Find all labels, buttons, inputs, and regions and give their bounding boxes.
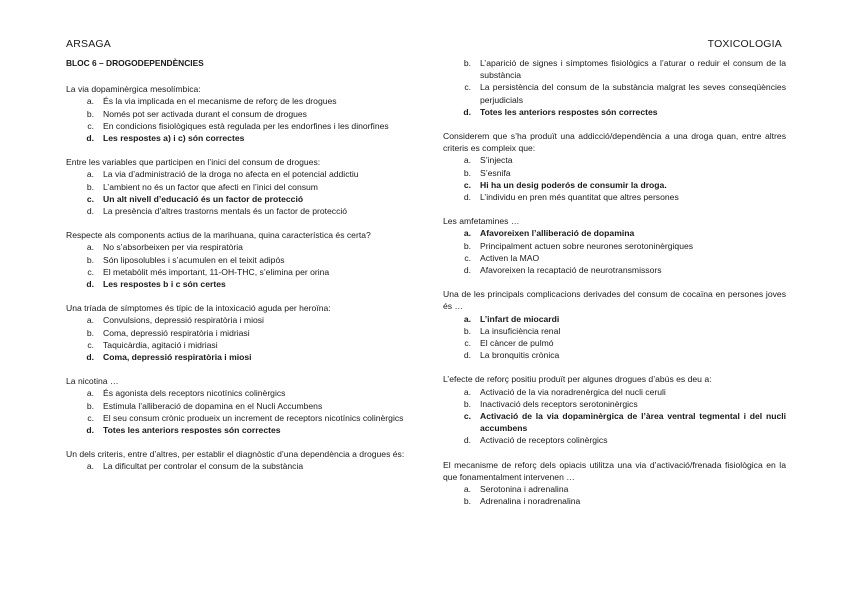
option-text: La presència d’altres trastorns mentals és un factor de protecció [103, 206, 348, 217]
option-letter: a. [86, 169, 94, 180]
option-letter: b. [86, 327, 94, 338]
option-letter: d. [463, 435, 471, 446]
option-letter: d. [86, 425, 94, 436]
option-text: És agonista dels receptors nicotínics colinèrgics [103, 388, 286, 399]
answer-option [443, 167, 786, 179]
left-question-list [66, 83, 409, 472]
option-letter: d. [86, 206, 94, 217]
answer-option [66, 193, 409, 205]
option-letter: b. [463, 167, 471, 178]
option-letter: c. [464, 82, 471, 93]
answer-option [66, 254, 409, 266]
question-block [443, 459, 786, 508]
answer-option [66, 400, 409, 412]
option-text: Coma, depressió respiratòria i miosi [103, 352, 252, 363]
option-text: S’esnifa [480, 167, 511, 178]
option-text: Són liposolubles i s’acumulen en el teixit adipós [103, 254, 285, 265]
option-text: Inactivació dels receptors serotoninèrgics [480, 398, 638, 409]
answer-option [443, 386, 786, 398]
answer-option [66, 241, 409, 253]
question-block [443, 373, 786, 446]
option-text: L’infart de miocardi [480, 313, 560, 324]
question-block [66, 375, 409, 436]
answer-option [66, 181, 409, 193]
answer-option [66, 387, 409, 399]
answer-option [443, 57, 786, 81]
option-text: La insuficiència renal [480, 325, 561, 336]
option-text: La persistència del consum de la substància malgrat les seves conseqüències perjudicials [480, 82, 786, 105]
answer-option [66, 168, 409, 180]
answer-option [66, 278, 409, 290]
option-text: És la via implicada en el mecanisme de reforç de les drogues [103, 96, 337, 107]
answer-option [443, 179, 786, 191]
answer-option [66, 460, 409, 472]
question-block [443, 130, 786, 203]
answer-option [443, 349, 786, 361]
option-letter: d. [463, 106, 471, 117]
option-text: La bronquitis crònica [480, 350, 560, 361]
option-letter: d. [463, 192, 471, 203]
option-letter: a. [463, 386, 471, 397]
option-text: No s’absorbeixen per via respiratòria [103, 242, 243, 253]
option-text: S’injecta [480, 155, 513, 166]
option-letter: a. [86, 96, 94, 107]
option-letter: b. [463, 240, 471, 251]
answer-option [443, 325, 786, 337]
answer-option [66, 424, 409, 436]
option-letter: c. [464, 252, 471, 263]
question-text: La via dopaminèrgica mesolímbica: [66, 84, 201, 95]
question-block [443, 288, 786, 361]
option-letter: d. [463, 265, 471, 276]
answer-option [443, 154, 786, 166]
option-letter: b. [463, 496, 471, 507]
option-text: La dificultat per controlar el consum de la substància [103, 461, 304, 472]
option-letter: b. [86, 254, 94, 265]
answer-option [66, 205, 409, 217]
answer-option [66, 95, 409, 107]
option-letter: d. [86, 279, 94, 290]
option-letter: a. [463, 228, 471, 239]
option-text: Activen la MAO [480, 252, 540, 263]
option-letter: c. [87, 339, 94, 350]
left-column [66, 57, 409, 485]
option-text: Hi ha un desig poderós de consumir la droga. [480, 179, 667, 190]
option-letter: c. [463, 179, 471, 190]
option-text: Un alt nivell d’educació és un factor de protecció [103, 193, 304, 204]
option-text: Activació de la via noradrenèrgica del nucli ceruli [480, 386, 666, 397]
option-letter: a. [463, 484, 471, 495]
option-text: Principalment actuen sobre neurones serotoninèrgiques [480, 240, 694, 251]
header-author: ARSAGA [66, 38, 111, 50]
option-letter: c. [86, 193, 94, 204]
right-column [443, 57, 786, 520]
question-text: Una tríada de símptomes és típic de la intoxicació aguda per heroïna: [66, 303, 331, 314]
option-text: L’aparició de signes i símptomes fisiològics a l’aturar o reduir el consum de la substància [480, 58, 786, 81]
option-letter: a. [86, 388, 94, 399]
answer-option [443, 264, 786, 276]
option-text: Totes les anteriors respostes són correctes [103, 425, 281, 436]
question-text: El mecanisme de reforç dels opiacis utilitza una via d’activació/frenada fisiològica en la que fonamentalment intervenen … [443, 459, 786, 482]
answer-option [443, 106, 786, 118]
question-text: Considerem que s’ha produït una addicció/dependència a una droga quan, entre altres criteris es compleix que: [443, 131, 786, 154]
answer-option [66, 120, 409, 132]
question-block [443, 57, 786, 118]
option-text: Serotonina i adrenalina [480, 484, 569, 495]
option-text: En condicions fisiològiques està regulada per les endorfines i les dinorfines [103, 120, 389, 131]
option-text: Taquicàrdia, agitació i midriasi [103, 339, 218, 350]
answer-option [443, 81, 786, 105]
option-text: El metabòlit més important, 11-OH-THC, s’elimina per orina [103, 266, 330, 277]
question-block [66, 156, 409, 217]
option-letter: c. [87, 412, 94, 423]
question-text: Un dels criteris, entre d’altres, per establir el diagnòstic d’una dependència a drogues és: [66, 449, 405, 460]
answer-option [66, 266, 409, 278]
answer-option [443, 313, 786, 325]
option-letter: a. [463, 313, 471, 324]
option-text: Només pot ser activada durant el consum de drogues [103, 108, 307, 119]
answer-option [66, 327, 409, 339]
option-letter: d. [463, 350, 471, 361]
answer-option [443, 252, 786, 264]
option-letter: b. [86, 400, 94, 411]
option-letter: b. [463, 58, 471, 68]
option-text: Adrenalina i noradrenalina [480, 496, 581, 507]
question-text: Les amfetamines … [443, 216, 520, 227]
question-block [66, 302, 409, 363]
question-block [66, 83, 409, 144]
answer-option [443, 398, 786, 410]
right-question-list [443, 57, 786, 508]
option-letter: b. [463, 325, 471, 336]
answer-option [443, 240, 786, 252]
option-letter: c. [87, 120, 94, 131]
answer-option [66, 108, 409, 120]
option-text: Totes les anteriors respostes són correctes [480, 106, 658, 117]
option-text: Afavoreixen l’alliberació de dopamina [480, 228, 635, 239]
option-letter: d. [86, 133, 94, 144]
option-text: El càncer de pulmó [480, 338, 554, 349]
option-letter: b. [463, 398, 471, 409]
question-text: La nicotina … [66, 376, 119, 387]
option-letter: a. [86, 242, 94, 253]
header-subject: TOXICOLOGIA [707, 38, 782, 50]
answer-option [443, 495, 786, 507]
option-text: La via d’administració de la droga no afecta en el potencial addictiu [103, 169, 359, 180]
option-letter: a. [463, 155, 471, 166]
option-letter: d. [86, 352, 94, 363]
question-block [66, 229, 409, 290]
answer-option [443, 483, 786, 495]
option-text: Les respostes b i c són certes [103, 279, 226, 290]
option-text: Estimula l’alliberació de dopamina en el Nucli Accumbens [103, 400, 323, 411]
option-letter: a. [86, 315, 94, 326]
answer-option [443, 410, 786, 434]
answer-option [443, 191, 786, 203]
option-letter: b. [86, 108, 94, 119]
answer-option [443, 337, 786, 349]
answer-option [443, 227, 786, 239]
option-text: Les respostes a) i c) són correctes [103, 133, 245, 144]
answer-option [66, 314, 409, 326]
question-text: Entre les variables que participen en l’inici del consum de drogues: [66, 157, 321, 168]
answer-option [66, 351, 409, 363]
option-text: Convulsions, depressió respiratòria i miosi [103, 315, 264, 326]
option-letter: c. [464, 338, 471, 349]
answer-option [66, 132, 409, 144]
option-letter: b. [86, 181, 94, 192]
answer-option [66, 339, 409, 351]
option-text: Activació de receptors colinèrgics [480, 435, 608, 446]
option-text: Afavoreixen la recaptació de neurotransmissors [480, 265, 662, 276]
question-block [66, 448, 409, 472]
option-text: L’ambient no és un factor que afecti en l’inici del consum [103, 181, 318, 192]
answer-option [66, 412, 409, 424]
option-text: El seu consum crònic produeix un increment de receptors nicotínics colinèrgics [103, 412, 404, 423]
question-text: Una de les principals complicacions derivades del consum de cocaïna en persones joves és … [443, 289, 786, 312]
option-letter: c. [87, 266, 94, 277]
option-letter: c. [463, 411, 471, 422]
option-text: Coma, depressió respiratòria i midriasi [103, 327, 250, 338]
answer-option [443, 434, 786, 446]
question-text: L’efecte de reforç positiu produït per algunes drogues d’abús es deu a: [443, 374, 712, 385]
bloc-title: BLOC 6 – DROGODEPENDÈNCIES [66, 58, 204, 68]
question-block [443, 215, 786, 276]
option-text: Activació de la via dopaminèrgica de l’àrea ventral tegmental i del nucli accumbens [480, 411, 786, 434]
option-letter: a. [86, 461, 94, 472]
question-text: Respecte als components actius de la marihuana, quina característica és certa? [66, 230, 371, 241]
option-text: L’individu en pren més quantitat que altres persones [480, 192, 679, 203]
